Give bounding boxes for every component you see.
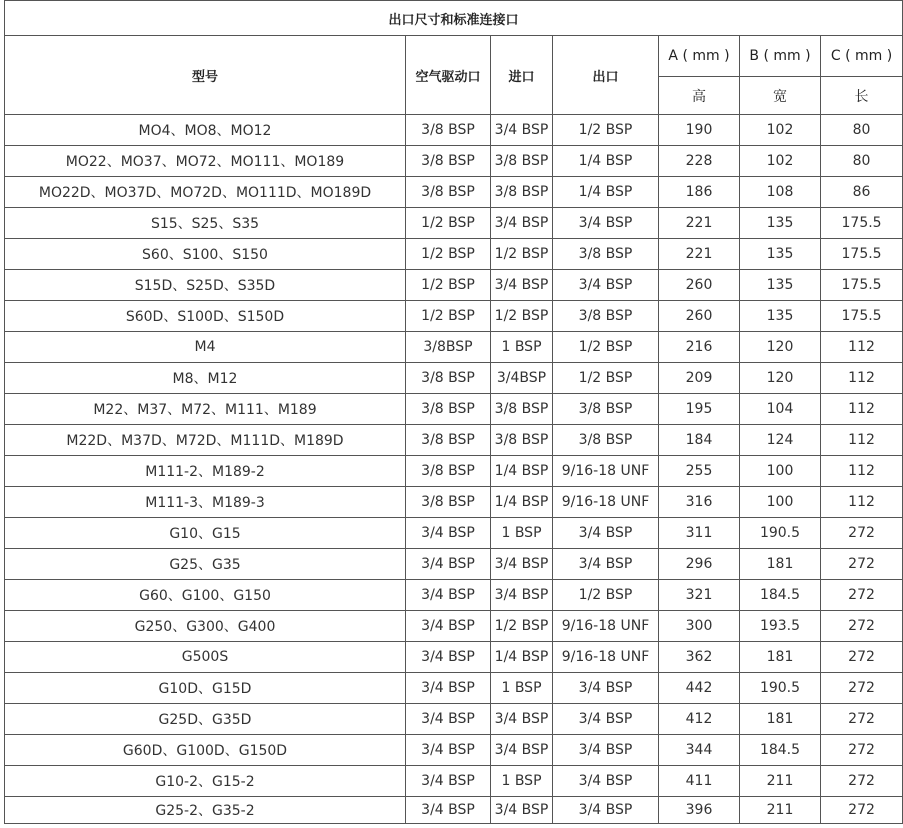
model-cell: G10、G15 (5, 518, 406, 549)
b-width-cell: 135 (740, 239, 821, 270)
b-width-cell: 190.5 (740, 518, 821, 549)
b-width-cell: 135 (740, 301, 821, 332)
a-height-cell: 190 (659, 115, 740, 146)
b-width-cell: 181 (740, 549, 821, 580)
b-width-cell: 100 (740, 456, 821, 487)
b-width-cell: 135 (740, 208, 821, 239)
a-height-cell: 195 (659, 394, 740, 425)
a-height-cell: 184 (659, 425, 740, 456)
a-height-cell: 209 (659, 363, 740, 394)
b-width-cell: 102 (740, 115, 821, 146)
air-drive-cell: 3/8 BSP (406, 487, 491, 518)
air-drive-cell: 3/8BSP (406, 332, 491, 363)
c-length-cell: 80 (821, 146, 903, 177)
c-length-cell: 272 (821, 673, 903, 704)
a-height-cell: 228 (659, 146, 740, 177)
table-row (5, 270, 903, 301)
inlet-cell: 1/2 BSP (491, 611, 553, 642)
outlet-cell: 1/2 BSP (553, 580, 659, 611)
inlet-cell: 3/4 BSP (491, 549, 553, 580)
b-width-cell: 190.5 (740, 673, 821, 704)
a-height-cell: 221 (659, 239, 740, 270)
outlet-cell: 3/4 BSP (553, 270, 659, 301)
a-height-cell: 412 (659, 704, 740, 735)
table-row (5, 673, 903, 704)
c-length-cell: 272 (821, 642, 903, 673)
c-length-cell: 272 (821, 580, 903, 611)
outlet-cell: 9/16-18 UNF (553, 456, 659, 487)
model-cell: G10-2、G15-2 (5, 766, 406, 797)
c-length-cell: 272 (821, 704, 903, 735)
a-height-cell: 216 (659, 332, 740, 363)
header-model: 型号 (5, 36, 406, 115)
header-b-width: 宽 (740, 77, 821, 115)
table-row (5, 611, 903, 642)
inlet-cell: 3/8 BSP (491, 394, 553, 425)
table-row (5, 549, 903, 580)
c-length-cell: 112 (821, 456, 903, 487)
a-height-cell: 396 (659, 797, 740, 824)
table-row (5, 518, 903, 549)
b-width-cell: 184.5 (740, 580, 821, 611)
inlet-cell: 1/4 BSP (491, 487, 553, 518)
air-drive-cell: 3/8 BSP (406, 394, 491, 425)
inlet-cell: 1/2 BSP (491, 239, 553, 270)
a-height-cell: 442 (659, 673, 740, 704)
inlet-cell: 1 BSP (491, 766, 553, 797)
table-body (5, 115, 903, 824)
header-b: B ( mm ) (740, 36, 821, 77)
inlet-cell: 3/4 BSP (491, 208, 553, 239)
a-height-cell: 300 (659, 611, 740, 642)
model-cell: G250、G300、G400 (5, 611, 406, 642)
b-width-cell: 135 (740, 270, 821, 301)
model-cell: M111-3、M189-3 (5, 487, 406, 518)
b-width-cell: 211 (740, 766, 821, 797)
inlet-cell: 1/4 BSP (491, 642, 553, 673)
table-row (5, 487, 903, 518)
c-length-cell: 272 (821, 797, 903, 824)
model-cell: G60D、G100D、G150D (5, 735, 406, 766)
table-row (5, 425, 903, 456)
b-width-cell: 120 (740, 363, 821, 394)
c-length-cell: 112 (821, 332, 903, 363)
air-drive-cell: 1/2 BSP (406, 301, 491, 332)
c-length-cell: 112 (821, 487, 903, 518)
c-length-cell: 86 (821, 177, 903, 208)
c-length-cell: 272 (821, 549, 903, 580)
table-row (5, 580, 903, 611)
table-row (5, 115, 903, 146)
header-c: C ( mm ) (821, 36, 903, 77)
header-air-drive: 空气驱动口 (406, 36, 491, 115)
inlet-cell: 1 BSP (491, 332, 553, 363)
outlet-cell: 1/2 BSP (553, 115, 659, 146)
header-outlet: 出口 (553, 36, 659, 115)
air-drive-cell: 3/4 BSP (406, 704, 491, 735)
model-cell: S15、S25、S35 (5, 208, 406, 239)
air-drive-cell: 3/4 BSP (406, 549, 491, 580)
b-width-cell: 211 (740, 797, 821, 824)
outlet-cell: 1/4 BSP (553, 177, 659, 208)
table-row (5, 456, 903, 487)
b-width-cell: 104 (740, 394, 821, 425)
table-row (5, 704, 903, 735)
outlet-cell: 3/4 BSP (553, 704, 659, 735)
table-row (5, 332, 903, 363)
air-drive-cell: 3/4 BSP (406, 735, 491, 766)
outlet-cell: 3/8 BSP (553, 394, 659, 425)
table-row (5, 363, 903, 394)
inlet-cell: 1/2 BSP (491, 301, 553, 332)
outlet-cell: 3/8 BSP (553, 425, 659, 456)
inlet-cell: 3/8 BSP (491, 177, 553, 208)
a-height-cell: 260 (659, 270, 740, 301)
model-cell: G25D、G35D (5, 704, 406, 735)
table-row (5, 735, 903, 766)
c-length-cell: 112 (821, 363, 903, 394)
air-drive-cell: 3/8 BSP (406, 363, 491, 394)
a-height-cell: 186 (659, 177, 740, 208)
model-cell: S60、S100、S150 (5, 239, 406, 270)
a-height-cell: 316 (659, 487, 740, 518)
model-cell: M4 (5, 332, 406, 363)
b-width-cell: 120 (740, 332, 821, 363)
inlet-cell: 1/4 BSP (491, 456, 553, 487)
table-row (5, 301, 903, 332)
table-title: 出口尺寸和标准连接口 (5, 1, 903, 36)
c-length-cell: 112 (821, 394, 903, 425)
b-width-cell: 108 (740, 177, 821, 208)
inlet-cell: 3/4BSP (491, 363, 553, 394)
a-height-cell: 255 (659, 456, 740, 487)
model-cell: G25、G35 (5, 549, 406, 580)
a-height-cell: 411 (659, 766, 740, 797)
b-width-cell: 193.5 (740, 611, 821, 642)
model-cell: M22、M37、M72、M111、M189 (5, 394, 406, 425)
outlet-cell: 3/8 BSP (553, 239, 659, 270)
c-length-cell: 272 (821, 735, 903, 766)
air-drive-cell: 3/8 BSP (406, 425, 491, 456)
a-height-cell: 321 (659, 580, 740, 611)
b-width-cell: 100 (740, 487, 821, 518)
model-cell: M111-2、M189-2 (5, 456, 406, 487)
air-drive-cell: 3/8 BSP (406, 115, 491, 146)
table-row (5, 766, 903, 797)
table-row (5, 239, 903, 270)
outlet-cell: 1/4 BSP (553, 146, 659, 177)
table-row (5, 177, 903, 208)
inlet-cell: 3/8 BSP (491, 146, 553, 177)
c-length-cell: 272 (821, 766, 903, 797)
a-height-cell: 221 (659, 208, 740, 239)
inlet-cell: 3/4 BSP (491, 270, 553, 301)
c-length-cell: 175.5 (821, 208, 903, 239)
model-cell: G10D、G15D (5, 673, 406, 704)
model-cell: G500S (5, 642, 406, 673)
model-cell: G25-2、G35-2 (5, 797, 406, 824)
table-row (5, 394, 903, 425)
table-row (5, 797, 903, 824)
air-drive-cell: 1/2 BSP (406, 208, 491, 239)
inlet-cell: 1 BSP (491, 673, 553, 704)
inlet-cell: 3/4 BSP (491, 735, 553, 766)
spec-table (4, 0, 903, 824)
outlet-cell: 3/8 BSP (553, 301, 659, 332)
outlet-cell: 3/4 BSP (553, 673, 659, 704)
model-cell: G60、G100、G150 (5, 580, 406, 611)
outlet-cell: 3/4 BSP (553, 766, 659, 797)
b-width-cell: 124 (740, 425, 821, 456)
outlet-cell: 1/2 BSP (553, 363, 659, 394)
b-width-cell: 102 (740, 146, 821, 177)
table-row (5, 146, 903, 177)
b-width-cell: 181 (740, 642, 821, 673)
c-length-cell: 175.5 (821, 301, 903, 332)
inlet-cell: 3/4 BSP (491, 704, 553, 735)
air-drive-cell: 1/2 BSP (406, 239, 491, 270)
b-width-cell: 181 (740, 704, 821, 735)
outlet-cell: 3/4 BSP (553, 518, 659, 549)
a-height-cell: 362 (659, 642, 740, 673)
c-length-cell: 272 (821, 611, 903, 642)
air-drive-cell: 3/4 BSP (406, 797, 491, 824)
air-drive-cell: 3/4 BSP (406, 673, 491, 704)
c-length-cell: 175.5 (821, 270, 903, 301)
outlet-cell: 9/16-18 UNF (553, 611, 659, 642)
model-cell: MO22、MO37、MO72、MO111、MO189 (5, 146, 406, 177)
inlet-cell: 1 BSP (491, 518, 553, 549)
outlet-cell: 3/4 BSP (553, 208, 659, 239)
air-drive-cell: 3/4 BSP (406, 580, 491, 611)
air-drive-cell: 3/8 BSP (406, 177, 491, 208)
header-a: A ( mm ) (659, 36, 740, 77)
a-height-cell: 296 (659, 549, 740, 580)
inlet-cell: 3/4 BSP (491, 115, 553, 146)
outlet-cell: 9/16-18 UNF (553, 487, 659, 518)
outlet-cell: 1/2 BSP (553, 332, 659, 363)
air-drive-cell: 3/4 BSP (406, 766, 491, 797)
model-cell: M22D、M37D、M72D、M111D、M189D (5, 425, 406, 456)
air-drive-cell: 3/4 BSP (406, 518, 491, 549)
a-height-cell: 311 (659, 518, 740, 549)
air-drive-cell: 3/8 BSP (406, 456, 491, 487)
outlet-cell: 3/4 BSP (553, 735, 659, 766)
outlet-cell: 3/4 BSP (553, 797, 659, 824)
c-length-cell: 272 (821, 518, 903, 549)
a-height-cell: 260 (659, 301, 740, 332)
table-row (5, 642, 903, 673)
header-c-length: 长 (821, 77, 903, 115)
model-cell: MO4、MO8、MO12 (5, 115, 406, 146)
a-height-cell: 344 (659, 735, 740, 766)
c-length-cell: 80 (821, 115, 903, 146)
header-a-height: 高 (659, 77, 740, 115)
air-drive-cell: 3/4 BSP (406, 611, 491, 642)
inlet-cell: 3/8 BSP (491, 425, 553, 456)
model-cell: M8、M12 (5, 363, 406, 394)
inlet-cell: 3/4 BSP (491, 797, 553, 824)
outlet-cell: 9/16-18 UNF (553, 642, 659, 673)
air-drive-cell: 3/4 BSP (406, 642, 491, 673)
c-length-cell: 112 (821, 425, 903, 456)
header-inlet: 进口 (491, 36, 553, 115)
inlet-cell: 3/4 BSP (491, 580, 553, 611)
model-cell: MO22D、MO37D、MO72D、MO111D、MO189D (5, 177, 406, 208)
c-length-cell: 175.5 (821, 239, 903, 270)
outlet-cell: 3/4 BSP (553, 549, 659, 580)
air-drive-cell: 1/2 BSP (406, 270, 491, 301)
table-row (5, 208, 903, 239)
model-cell: S15D、S25D、S35D (5, 270, 406, 301)
b-width-cell: 184.5 (740, 735, 821, 766)
model-cell: S60D、S100D、S150D (5, 301, 406, 332)
air-drive-cell: 3/8 BSP (406, 146, 491, 177)
